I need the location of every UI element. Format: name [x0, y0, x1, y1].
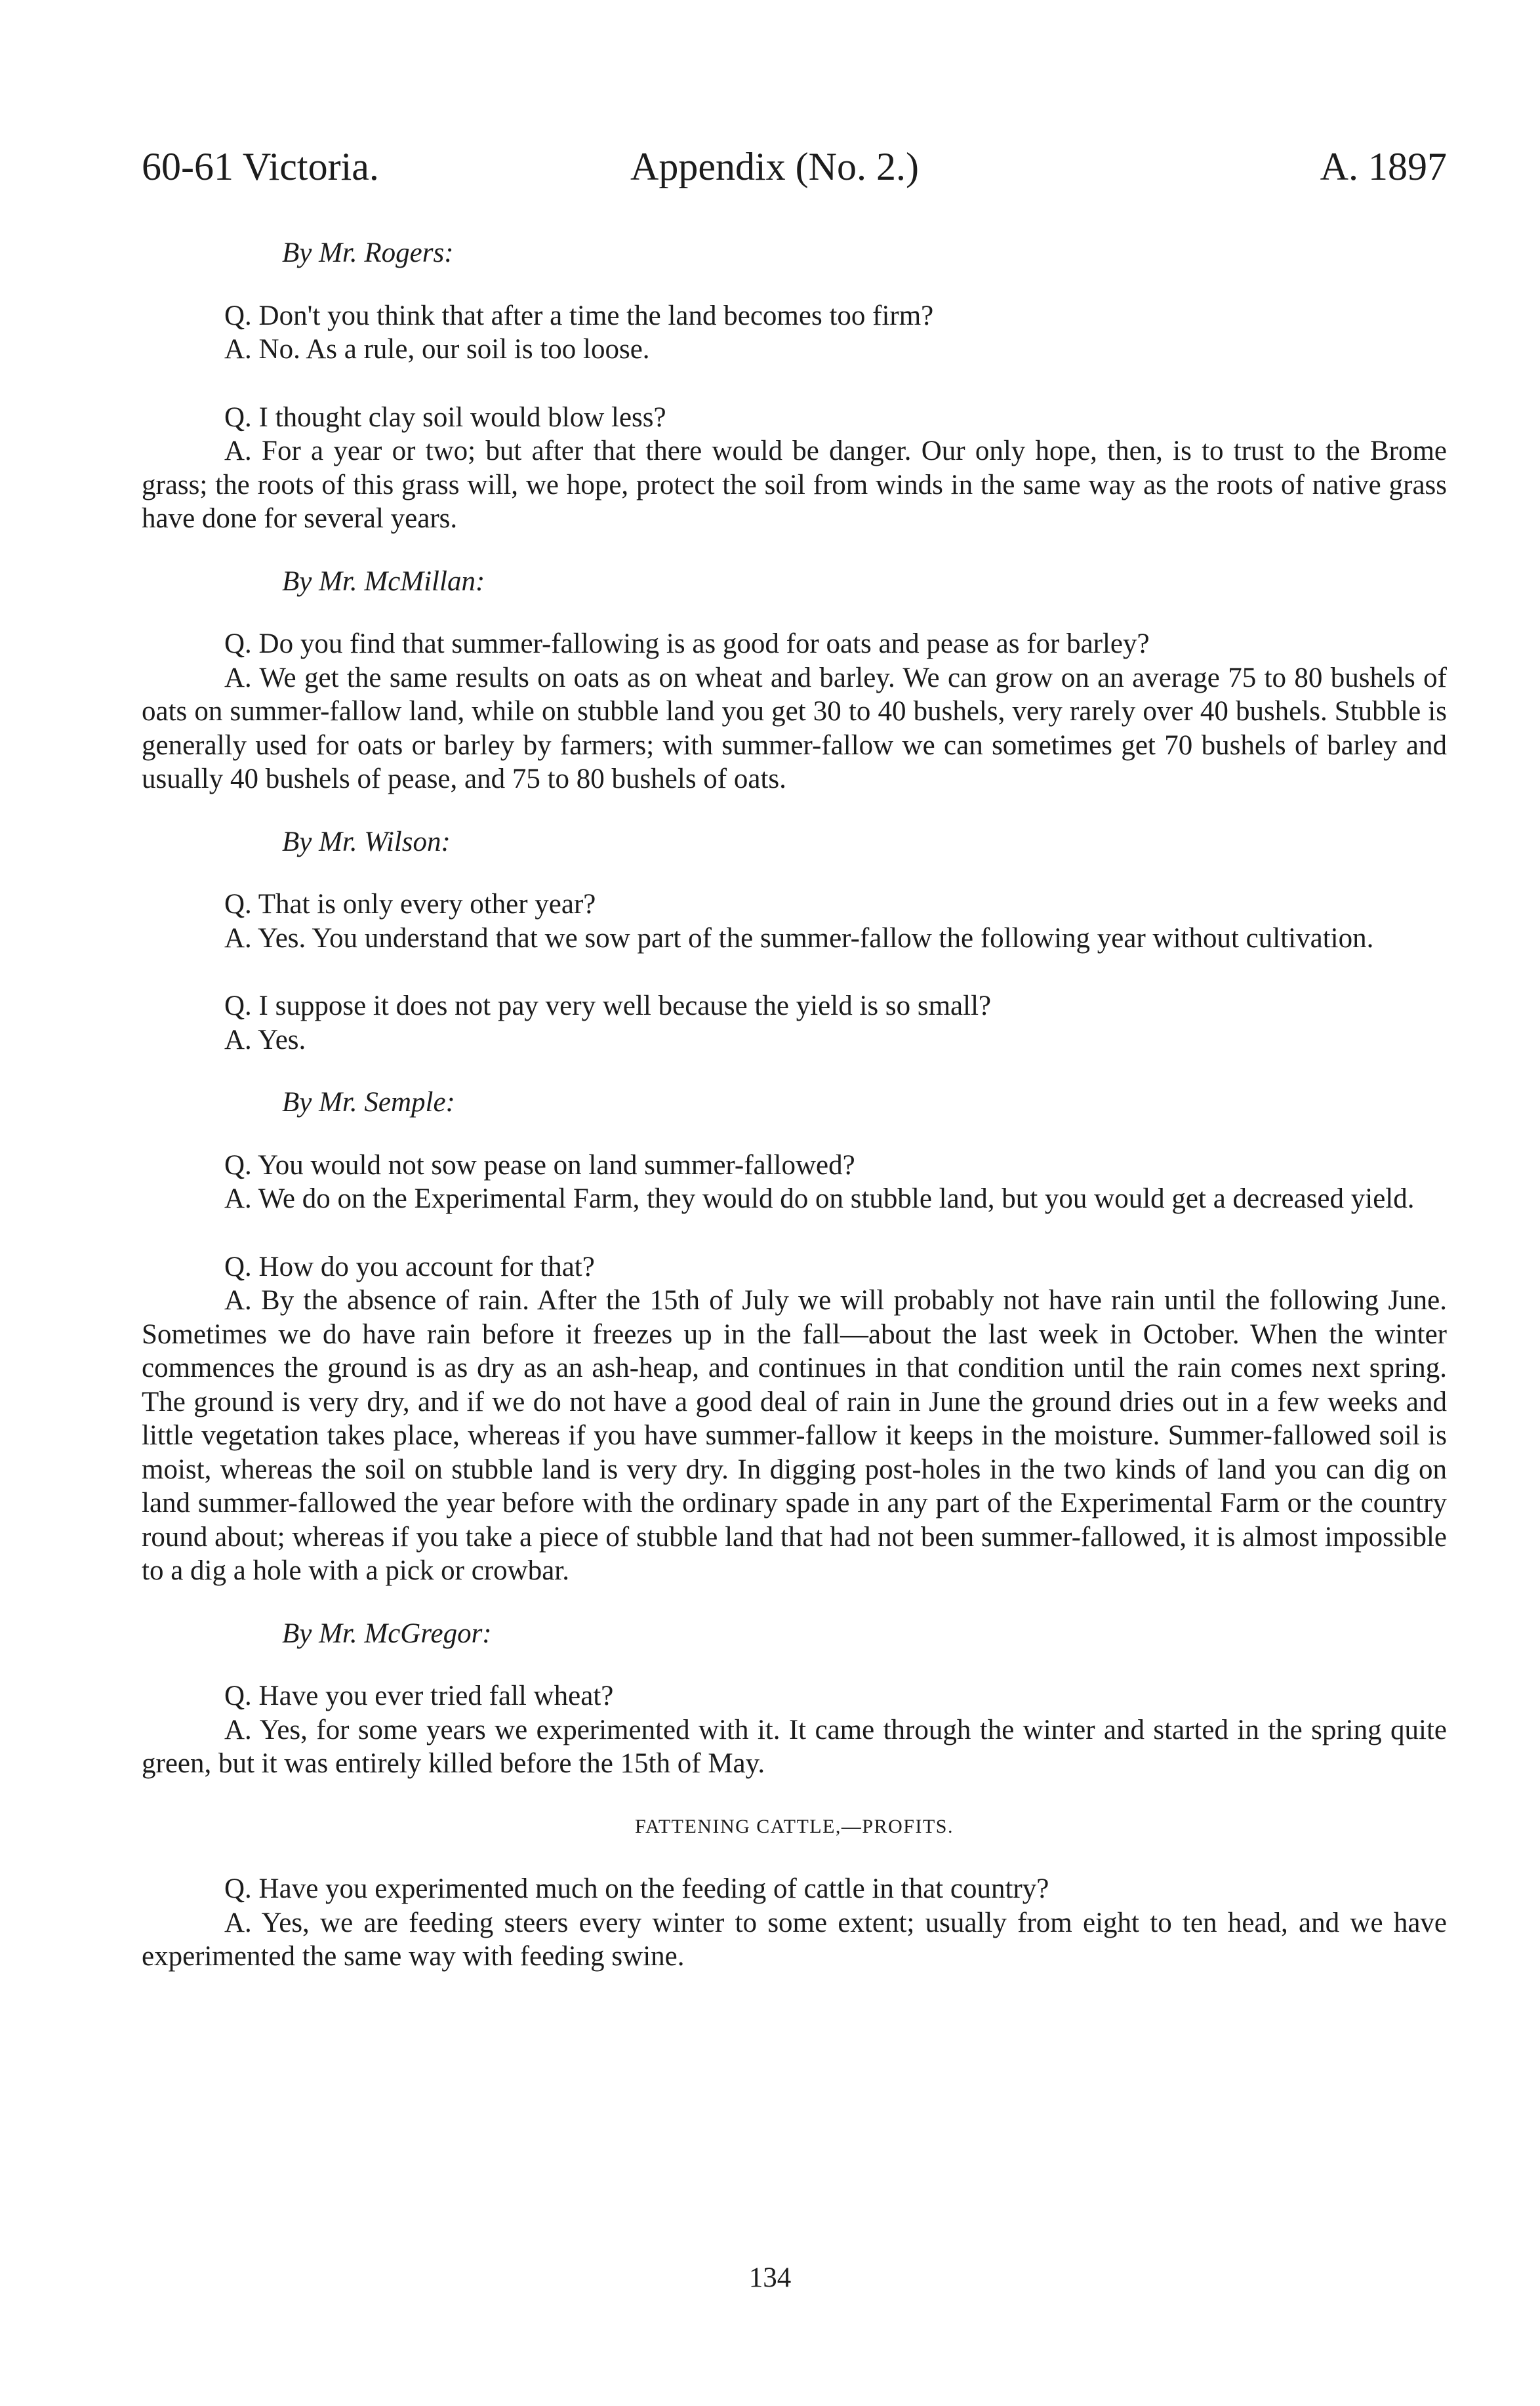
examination-section [142, 565, 1447, 796]
answer: A. By the absence of rain. After the 15th of July we will probably not have rain until the following June. Sometimes we do have rain before it freezes up in the fall—about the last week in October. When the winter commences the ground is as dry as an ash-heap, and continues in that condition until the rain comes next spring. The ground is very dry, and if we do not have a good deal of rain in June the ground dries out in a few weeks and little vegetation takes place, whereas if you have summer-fallow it keeps in the moisture. Summer-fallowed soil is moist, whereas the soil on stubble land is very dry. In digging post-holes in the two kinds of land you can dig on land summer-fallowed the year before with the ordinary spade in any part of the Experimental Farm or the country round about; whereas if you take a piece of stubble land that had not been summer-fallowed, it is almost impossible to a dig a hole with a pick or crowbar. [142, 1285, 1447, 1586]
question: Q. That is only every other year? [224, 889, 596, 920]
speaker-heading: By Mr. Rogers: [282, 237, 454, 268]
answer: A. For a year or two; but after that there would be danger. Our only hope, then, is to trust to the Brome grass; the roots of this grass will, we hope, protect the soil from winds in the same way as the roots of native grass have done for several years. [142, 436, 1447, 534]
answer: A. Yes. [224, 1024, 306, 1055]
answer: A. Yes. You understand that we sow part of the summer-fallow the following year without cultivation. [224, 922, 1374, 954]
section-heading: FATTENING CATTLE,—PROFITS. [635, 1815, 954, 1837]
qa-exchange [142, 1679, 1447, 1781]
qa-exchange [142, 989, 1447, 1057]
speaker-heading: By Mr. Wilson: [282, 826, 451, 857]
question: Q. Don't you think that after a time the land becomes too firm? [224, 300, 934, 331]
qa-exchange [142, 887, 1447, 955]
header-year: A. 1897 [1320, 145, 1447, 188]
question: Q. I suppose it does not pay very well because the yield is so small? [224, 990, 992, 1021]
header-appendix: Appendix (No. 2.) [630, 145, 919, 188]
examination-section [142, 1086, 1447, 1588]
qa-exchange [142, 1149, 1447, 1216]
examination-section [142, 1617, 1447, 1781]
answer: A. We do on the Experimental Farm, they would do on stubble land, but you would get a decreased yield. [224, 1183, 1415, 1214]
qa-exchange [142, 401, 1447, 536]
body-text [142, 236, 1447, 1974]
running-header [142, 140, 1447, 193]
qa-exchange [142, 627, 1447, 796]
question: Q. I thought clay soil would blow less? [224, 401, 666, 433]
header-session: 60-61 Victoria. [142, 145, 379, 188]
examination-section [142, 236, 1447, 536]
answer: A. Yes, we are feeding steers every winter to some extent; usually from eight to ten head, and we have experimented the same way with feeding swine. [142, 1907, 1447, 1972]
qa-exchange [142, 299, 1447, 367]
examination-section [142, 825, 1447, 1057]
qa-exchange [142, 1872, 1447, 1974]
speaker-heading: By Mr. Semple: [282, 1087, 455, 1118]
speaker-heading: By Mr. McMillan: [282, 565, 485, 597]
question: Q. You would not sow pease on land summer-fallowed? [224, 1149, 855, 1181]
answer: A. We get the same results on oats as on wheat and barley. We can grow on an average 75 to 80 bushels of oats on summer-fallow land, while on stubble land you get 30 to 40 bushels, very rarely over 40 bushels. Stubble is generally used for oats or barley by farmers; with summer-fallow we can sometimes get 70 bushels of barley and usually 40 bushels of pease, and 75 to 80 bushels of oats. [142, 662, 1447, 794]
question: Q. Do you find that summer-fallowing is as good for oats and pease as for barley? [224, 628, 1150, 659]
page-number: 134 [748, 2262, 792, 2293]
qa-exchange [142, 1250, 1447, 1588]
speaker-heading: By Mr. McGregor: [282, 1618, 492, 1649]
answer: A. Yes, for some years we experimented with it. It came through the winter and started in the spring quite green, but it was entirely killed before the 15th of May. [142, 1714, 1447, 1779]
question: Q. How do you account for that? [224, 1251, 595, 1282]
question: Q. Have you ever tried fall wheat? [224, 1681, 614, 1711]
answer: A. No. As a rule, our soil is too loose. [224, 334, 650, 365]
question: Q. Have you experimented much on the feeding of cattle in that country? [224, 1873, 1049, 1904]
